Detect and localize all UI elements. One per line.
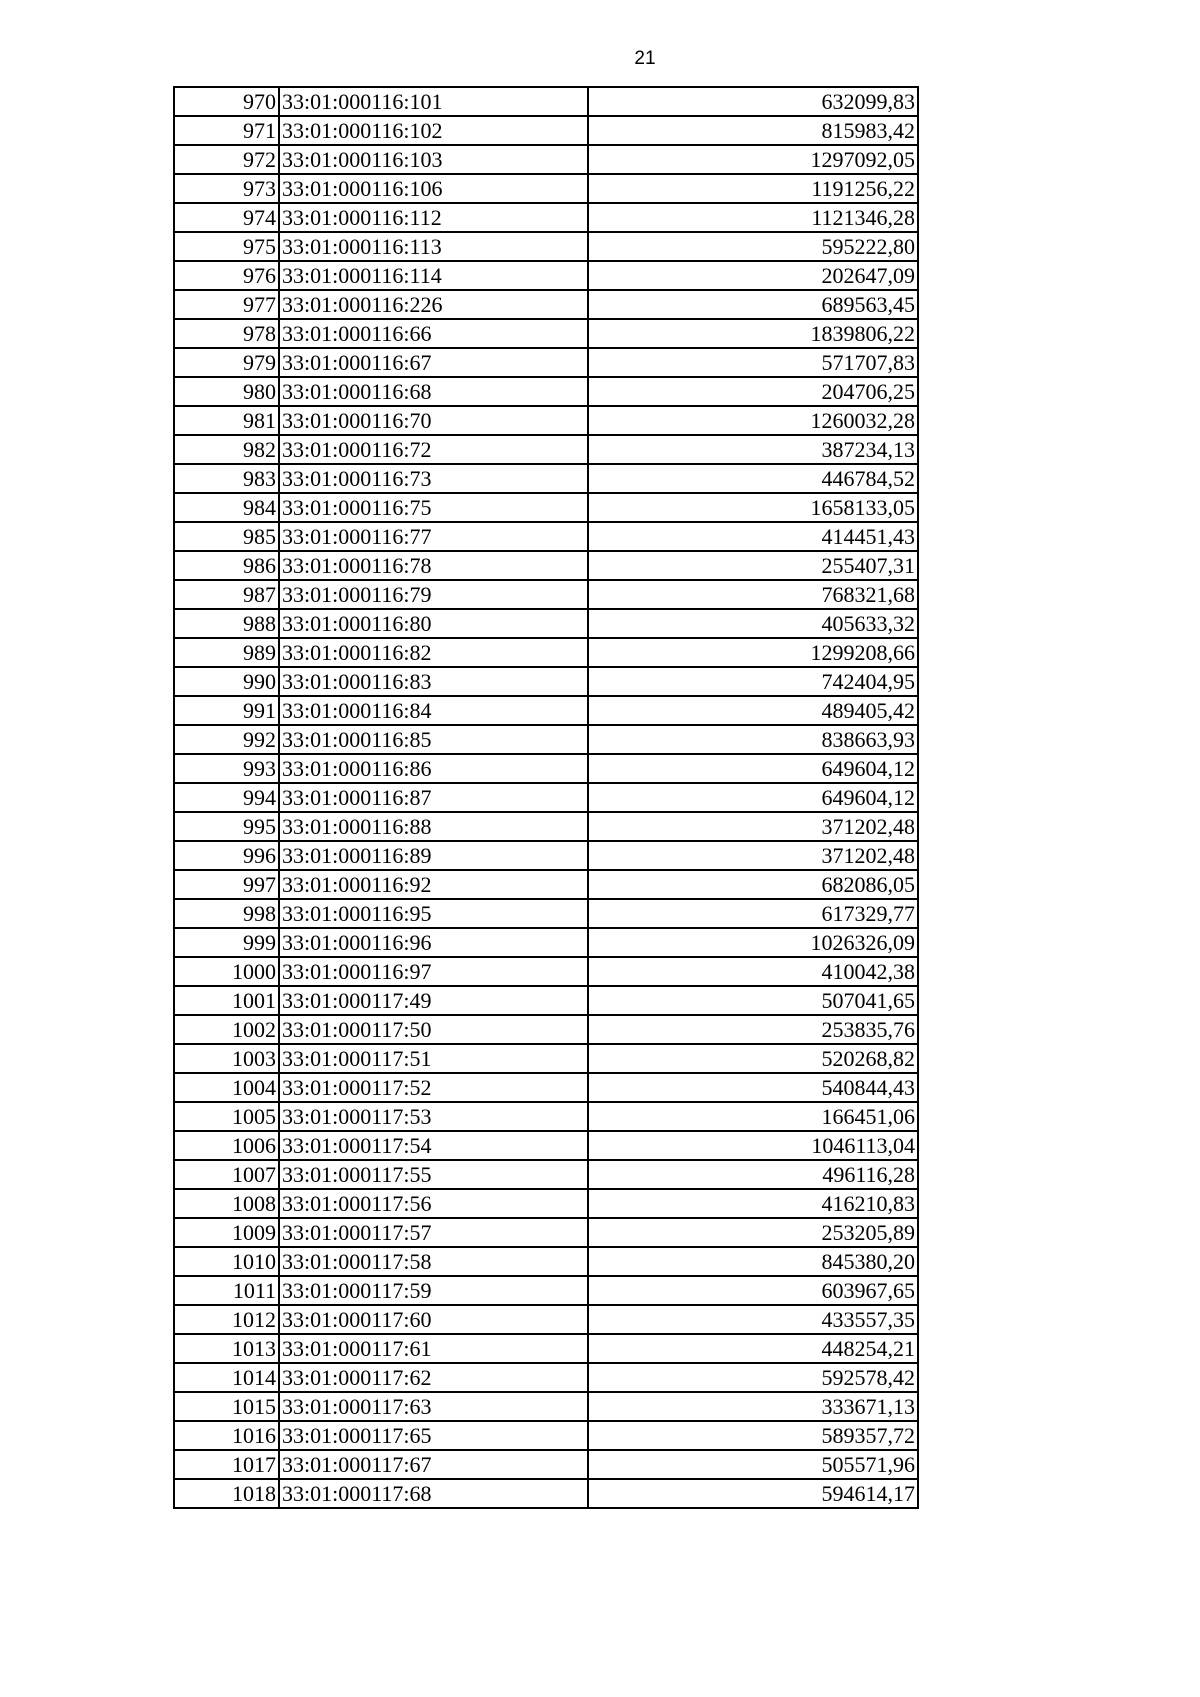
table-row — [174, 1392, 918, 1421]
row-number-cell: 996 — [174, 841, 279, 870]
table-row — [174, 1189, 918, 1218]
row-number-cell: 1003 — [174, 1044, 279, 1073]
table-row — [174, 841, 918, 870]
row-number-cell: 994 — [174, 783, 279, 812]
row-number-cell: 1005 — [174, 1102, 279, 1131]
row-number-cell: 999 — [174, 928, 279, 957]
cadastral-value-cell: 520268,82 — [588, 1044, 918, 1073]
cadastral-value-cell: 838663,93 — [588, 725, 918, 754]
cadastral-number-cell: 33:01:000117:67 — [279, 1450, 588, 1479]
table-row — [174, 580, 918, 609]
cadastral-number-cell: 33:01:000116:78 — [279, 551, 588, 580]
cadastral-number-cell: 33:01:000116:97 — [279, 957, 588, 986]
cadastral-number-cell: 33:01:000116:103 — [279, 145, 588, 174]
cadastral-number-cell: 33:01:000116:67 — [279, 348, 588, 377]
cadastral-number-cell: 33:01:000117:54 — [279, 1131, 588, 1160]
cadastral-number-cell: 33:01:000117:62 — [279, 1363, 588, 1392]
cadastral-value-cell: 845380,20 — [588, 1247, 918, 1276]
cadastral-number-cell: 33:01:000116:113 — [279, 232, 588, 261]
table-row — [174, 1218, 918, 1247]
row-number-cell: 986 — [174, 551, 279, 580]
table-row — [174, 522, 918, 551]
row-number-cell: 1009 — [174, 1218, 279, 1247]
table-row — [174, 812, 918, 841]
cadastral-number-cell: 33:01:000117:49 — [279, 986, 588, 1015]
cadastral-value-cell: 371202,48 — [588, 841, 918, 870]
cadastral-number-cell: 33:01:000116:79 — [279, 580, 588, 609]
cadastral-value-cell: 446784,52 — [588, 464, 918, 493]
row-number-cell: 981 — [174, 406, 279, 435]
row-number-cell: 983 — [174, 464, 279, 493]
cadastral-number-cell: 33:01:000117:55 — [279, 1160, 588, 1189]
cadastral-number-cell: 33:01:000116:80 — [279, 609, 588, 638]
row-number-cell: 972 — [174, 145, 279, 174]
table-row — [174, 754, 918, 783]
cadastral-value-cell: 416210,83 — [588, 1189, 918, 1218]
row-number-cell: 1015 — [174, 1392, 279, 1421]
cadastral-number-cell: 33:01:000116:82 — [279, 638, 588, 667]
cadastral-number-cell: 33:01:000116:88 — [279, 812, 588, 841]
cadastral-number-cell: 33:01:000117:56 — [279, 1189, 588, 1218]
cadastral-value-cell: 387234,13 — [588, 435, 918, 464]
cadastral-number-cell: 33:01:000116:85 — [279, 725, 588, 754]
row-number-cell: 978 — [174, 319, 279, 348]
row-number-cell: 1014 — [174, 1363, 279, 1392]
cadastral-value-cell: 405633,32 — [588, 609, 918, 638]
cadastral-number-cell: 33:01:000116:86 — [279, 754, 588, 783]
row-number-cell: 1002 — [174, 1015, 279, 1044]
cadastral-value-cell: 649604,12 — [588, 754, 918, 783]
cadastral-number-cell: 33:01:000116:84 — [279, 696, 588, 725]
table-row — [174, 783, 918, 812]
row-number-cell: 987 — [174, 580, 279, 609]
cadastral-number-cell: 33:01:000116:89 — [279, 841, 588, 870]
row-number-cell: 974 — [174, 203, 279, 232]
cadastral-value-cell: 433557,35 — [588, 1305, 918, 1334]
row-number-cell: 991 — [174, 696, 279, 725]
cadastral-value-cell: 1191256,22 — [588, 174, 918, 203]
cadastral-value-cell: 649604,12 — [588, 783, 918, 812]
row-number-cell: 984 — [174, 493, 279, 522]
cadastral-number-cell: 33:01:000116:66 — [279, 319, 588, 348]
row-number-cell: 979 — [174, 348, 279, 377]
row-number-cell: 1000 — [174, 957, 279, 986]
cadastral-number-cell: 33:01:000117:57 — [279, 1218, 588, 1247]
cadastral-value-cell: 371202,48 — [588, 812, 918, 841]
cadastral-value-cell: 505571,96 — [588, 1450, 918, 1479]
cadastral-number-cell: 33:01:000117:50 — [279, 1015, 588, 1044]
table-row — [174, 1305, 918, 1334]
table-row — [174, 493, 918, 522]
cadastral-value-cell: 1121346,28 — [588, 203, 918, 232]
table-row — [174, 232, 918, 261]
row-number-cell: 977 — [174, 290, 279, 319]
cadastral-number-cell: 33:01:000116:101 — [279, 87, 588, 116]
table-row — [174, 899, 918, 928]
table-row — [174, 1247, 918, 1276]
table-row — [174, 348, 918, 377]
cadastral-number-cell: 33:01:000117:53 — [279, 1102, 588, 1131]
cadastral-number-cell: 33:01:000117:59 — [279, 1276, 588, 1305]
row-number-cell: 1017 — [174, 1450, 279, 1479]
cadastral-value-cell: 632099,83 — [588, 87, 918, 116]
table-row — [174, 1450, 918, 1479]
table-row — [174, 1160, 918, 1189]
cadastral-value-cell: 592578,42 — [588, 1363, 918, 1392]
cadastral-value-cell: 589357,72 — [588, 1421, 918, 1450]
row-number-cell: 970 — [174, 87, 279, 116]
table-row — [174, 406, 918, 435]
cadastral-value-cell: 815983,42 — [588, 116, 918, 145]
table-row — [174, 1015, 918, 1044]
cadastral-number-cell: 33:01:000117:65 — [279, 1421, 588, 1450]
table-body — [174, 87, 918, 1508]
row-number-cell: 1008 — [174, 1189, 279, 1218]
cadastral-value-cell: 1297092,05 — [588, 145, 918, 174]
row-number-cell: 998 — [174, 899, 279, 928]
cadastral-number-cell: 33:01:000117:51 — [279, 1044, 588, 1073]
cadastral-value-cell: 1299208,66 — [588, 638, 918, 667]
row-number-cell: 997 — [174, 870, 279, 899]
cadastral-value-cell: 1046113,04 — [588, 1131, 918, 1160]
cadastral-value-cell: 617329,77 — [588, 899, 918, 928]
table-row — [174, 261, 918, 290]
cadastral-value-cell: 689563,45 — [588, 290, 918, 319]
table-row — [174, 725, 918, 754]
cadastral-value-cell: 448254,21 — [588, 1334, 918, 1363]
row-number-cell: 975 — [174, 232, 279, 261]
cadastral-number-cell: 33:01:000117:68 — [279, 1479, 588, 1508]
cadastral-value-cell: 540844,43 — [588, 1073, 918, 1102]
cadastral-value-cell: 255407,31 — [588, 551, 918, 580]
table-row — [174, 928, 918, 957]
cadastral-number-cell: 33:01:000116:68 — [279, 377, 588, 406]
table-row — [174, 87, 918, 116]
cadastral-value-cell: 1260032,28 — [588, 406, 918, 435]
row-number-cell: 1016 — [174, 1421, 279, 1450]
cadastral-number-cell: 33:01:000117:63 — [279, 1392, 588, 1421]
row-number-cell: 971 — [174, 116, 279, 145]
cadastral-value-cell: 410042,38 — [588, 957, 918, 986]
cadastral-value-cell: 768321,68 — [588, 580, 918, 609]
table-row — [174, 1073, 918, 1102]
table-row — [174, 290, 918, 319]
table-row — [174, 609, 918, 638]
cadastral-value-cell: 571707,83 — [588, 348, 918, 377]
cadastral-number-cell: 33:01:000116:226 — [279, 290, 588, 319]
cadastral-number-cell: 33:01:000116:112 — [279, 203, 588, 232]
row-number-cell: 1006 — [174, 1131, 279, 1160]
cadastral-value-cell: 333671,13 — [588, 1392, 918, 1421]
table-row — [174, 1334, 918, 1363]
cadastral-value-cell: 202647,09 — [588, 261, 918, 290]
row-number-cell: 990 — [174, 667, 279, 696]
cadastral-value-cell: 603967,65 — [588, 1276, 918, 1305]
table-row — [174, 464, 918, 493]
table-row — [174, 1131, 918, 1160]
table-row — [174, 377, 918, 406]
cadastral-value-cell: 489405,42 — [588, 696, 918, 725]
cadastral-value-cell: 204706,25 — [588, 377, 918, 406]
cadastral-number-cell: 33:01:000116:77 — [279, 522, 588, 551]
cadastral-value-cell: 496116,28 — [588, 1160, 918, 1189]
row-number-cell: 993 — [174, 754, 279, 783]
cadastral-value-cell: 682086,05 — [588, 870, 918, 899]
cadastral-value-cell: 594614,17 — [588, 1479, 918, 1508]
cadastral-number-cell: 33:01:000116:114 — [279, 261, 588, 290]
row-number-cell: 980 — [174, 377, 279, 406]
cadastral-value-cell: 1839806,22 — [588, 319, 918, 348]
cadastral-value-cell: 595222,80 — [588, 232, 918, 261]
row-number-cell: 1011 — [174, 1276, 279, 1305]
cadastral-number-cell: 33:01:000116:83 — [279, 667, 588, 696]
table-row — [174, 667, 918, 696]
table-row — [174, 319, 918, 348]
cadastral-number-cell: 33:01:000116:92 — [279, 870, 588, 899]
table-row — [174, 203, 918, 232]
row-number-cell: 995 — [174, 812, 279, 841]
cadastral-value-cell: 1658133,05 — [588, 493, 918, 522]
cadastral-number-cell: 33:01:000116:70 — [279, 406, 588, 435]
cadastral-number-cell: 33:01:000116:96 — [279, 928, 588, 957]
table-row — [174, 870, 918, 899]
table-row — [174, 696, 918, 725]
row-number-cell: 989 — [174, 638, 279, 667]
row-number-cell: 1012 — [174, 1305, 279, 1334]
table-row — [174, 116, 918, 145]
row-number-cell: 985 — [174, 522, 279, 551]
row-number-cell: 973 — [174, 174, 279, 203]
cadastral-value-cell: 507041,65 — [588, 986, 918, 1015]
cadastral-number-cell: 33:01:000117:61 — [279, 1334, 588, 1363]
cadastral-number-cell: 33:01:000116:72 — [279, 435, 588, 464]
cadastral-value-cell: 166451,06 — [588, 1102, 918, 1131]
table-row — [174, 957, 918, 986]
cadastral-value-cell: 1026326,09 — [588, 928, 918, 957]
cadastral-number-cell: 33:01:000116:102 — [279, 116, 588, 145]
cadastral-number-cell: 33:01:000117:58 — [279, 1247, 588, 1276]
page-number: 21 — [634, 48, 656, 69]
cadastral-number-cell: 33:01:000117:60 — [279, 1305, 588, 1334]
row-number-cell: 992 — [174, 725, 279, 754]
table-row — [174, 1044, 918, 1073]
cadastral-number-cell: 33:01:000117:52 — [279, 1073, 588, 1102]
row-number-cell: 982 — [174, 435, 279, 464]
cadastral-value-table — [173, 86, 919, 1509]
table-row — [174, 1102, 918, 1131]
cadastral-number-cell: 33:01:000116:95 — [279, 899, 588, 928]
cadastral-number-cell: 33:01:000116:87 — [279, 783, 588, 812]
row-number-cell: 988 — [174, 609, 279, 638]
cadastral-number-cell: 33:01:000116:106 — [279, 174, 588, 203]
cadastral-number-cell: 33:01:000116:73 — [279, 464, 588, 493]
table-row — [174, 435, 918, 464]
table-row — [174, 1363, 918, 1392]
row-number-cell: 1010 — [174, 1247, 279, 1276]
cadastral-value-cell: 253835,76 — [588, 1015, 918, 1044]
row-number-cell: 976 — [174, 261, 279, 290]
table-row — [174, 174, 918, 203]
table-row — [174, 145, 918, 174]
table-row — [174, 1276, 918, 1305]
row-number-cell: 1018 — [174, 1479, 279, 1508]
table-row — [174, 986, 918, 1015]
row-number-cell: 1001 — [174, 986, 279, 1015]
table-row — [174, 1421, 918, 1450]
cadastral-value-cell: 253205,89 — [588, 1218, 918, 1247]
cadastral-number-cell: 33:01:000116:75 — [279, 493, 588, 522]
cadastral-value-cell: 414451,43 — [588, 522, 918, 551]
row-number-cell: 1013 — [174, 1334, 279, 1363]
table-row — [174, 1479, 918, 1508]
table-row — [174, 551, 918, 580]
row-number-cell: 1007 — [174, 1160, 279, 1189]
cadastral-value-cell: 742404,95 — [588, 667, 918, 696]
table-row — [174, 638, 918, 667]
row-number-cell: 1004 — [174, 1073, 279, 1102]
